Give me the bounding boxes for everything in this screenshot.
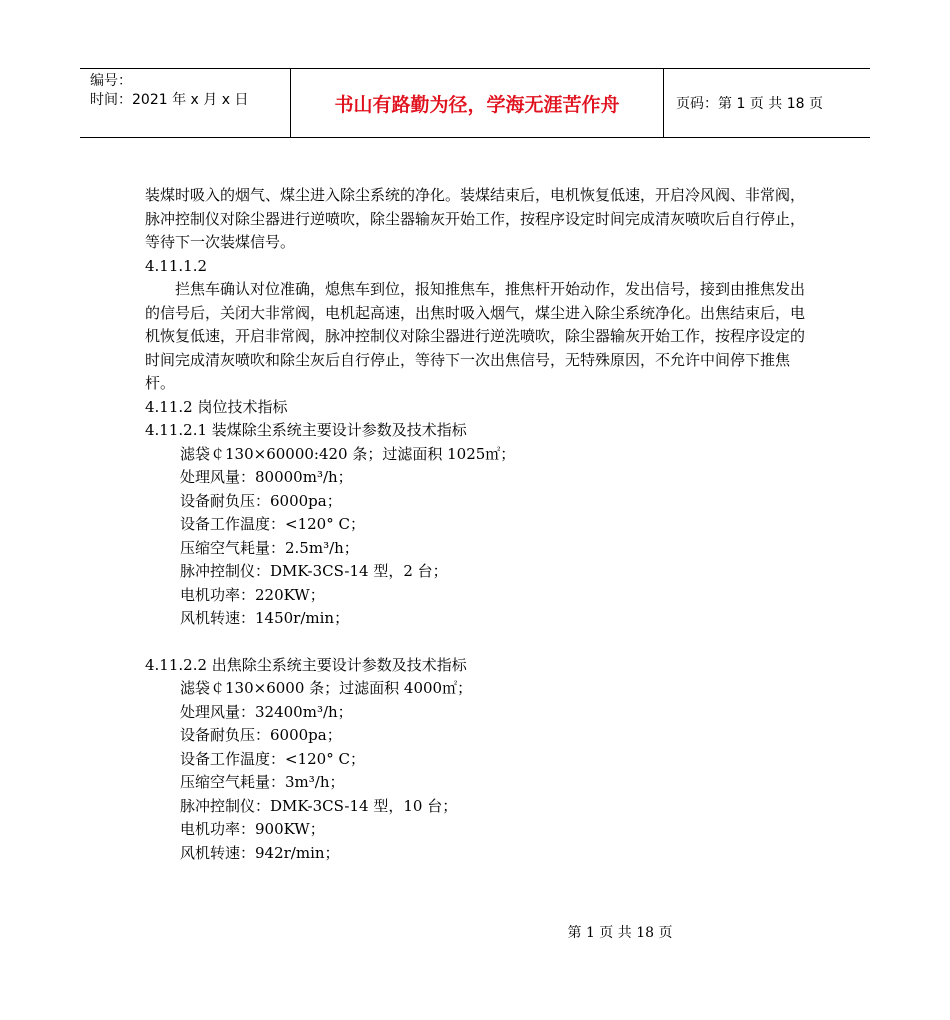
page-footer: 第 1 页 共 18 页 bbox=[567, 925, 673, 941]
list-item: 设备耐负压：6000pa； bbox=[180, 491, 342, 510]
list-item: 处理风量：80000m³/h； bbox=[180, 468, 353, 486]
section-heading-4-11-2: 4.11.2 岗位技术指标 bbox=[145, 397, 288, 416]
page-header bbox=[80, 68, 870, 138]
list-item: 处理风量：32400m³/h； bbox=[180, 702, 353, 721]
list-item: 电机功率：220KW； bbox=[180, 585, 325, 604]
document-body bbox=[145, 184, 815, 865]
document-date: 时间：2021 年 x 月 x 日 bbox=[90, 92, 249, 108]
list-item: 脉冲控制仪：DMK-3CS-14 型，2 台； bbox=[180, 562, 448, 580]
list-item: 风机转速：1450r/min； bbox=[180, 609, 350, 627]
section-heading-4-11-2-1: 4.11.2.1 装煤除尘系统主要设计参数及技术指标 bbox=[145, 421, 467, 439]
list-item: 压缩空气耗量：2.5m³/h； bbox=[180, 538, 359, 557]
list-item: 设备工作温度：<120° C； bbox=[180, 515, 365, 533]
header-page-number: 页码：第 1 页 共 18 页 bbox=[676, 96, 823, 112]
list-item: 脉冲控制仪：DMK-3CS-14 型，10 台； bbox=[180, 796, 458, 815]
list-item: 风机转速：942r/min； bbox=[180, 843, 340, 862]
section-heading-4-11-1-2: 4.11.1.2 bbox=[145, 256, 208, 275]
header-motto: 书山有路勤为径，学海无涯苦作舟 bbox=[291, 69, 664, 137]
paragraph-coke-pushing: 拦焦车确认对位准确，熄焦车到位，报知推焦车，推焦杆开始动作，发出信号，接到由推焦发出的信号后，关闭大非常阀，电机起高速，出焦时吸入烟气，煤尘进入除尘系统净化。出焦结束后，电机恢复低速，开启非常阀，脉冲控制仪对除尘器进行逆洗喷吹，除尘器输灰开始工作，按程序设定的时间完成清灰喷吹和除尘灰后自行停止，等待下一次出焦信号，无特殊原因，不允许中间停下推焦杆。 bbox=[145, 280, 806, 392]
spec-list-coal-charging bbox=[145, 443, 815, 631]
spec-list-coke-discharge bbox=[145, 677, 815, 865]
list-item: 设备工作温度：<120° C； bbox=[180, 749, 365, 768]
document-number-label: 编号： bbox=[90, 73, 132, 89]
paragraph-coal-charging: 装煤时吸入的烟气、煤尘进入除尘系统的净化。装煤结束后，电机恢复低速，开启冷风阀、非常阀，脉冲控制仪对除尘器进行逆喷吹，除尘器输灰开始工作，按程序设定时间完成清灰喷吹后自行停止，等待下一次装煤信号。 bbox=[145, 186, 806, 251]
list-item: 电机功率：900KW； bbox=[180, 820, 325, 838]
list-item: 滤袋￠130×6000 条；过滤面积 4000㎡； bbox=[180, 679, 473, 697]
list-item: 滤袋￠130×60000:420 条；过滤面积 1025㎡； bbox=[180, 444, 516, 463]
list-item: 压缩空气耗量：3m³/h； bbox=[180, 773, 345, 791]
section-heading-4-11-2-2: 4.11.2.2 出焦除尘系统主要设计参数及技术指标 bbox=[145, 655, 467, 674]
header-meta bbox=[80, 69, 291, 137]
list-item: 设备耐负压：6000pa； bbox=[180, 726, 342, 744]
spacer bbox=[145, 631, 815, 654]
